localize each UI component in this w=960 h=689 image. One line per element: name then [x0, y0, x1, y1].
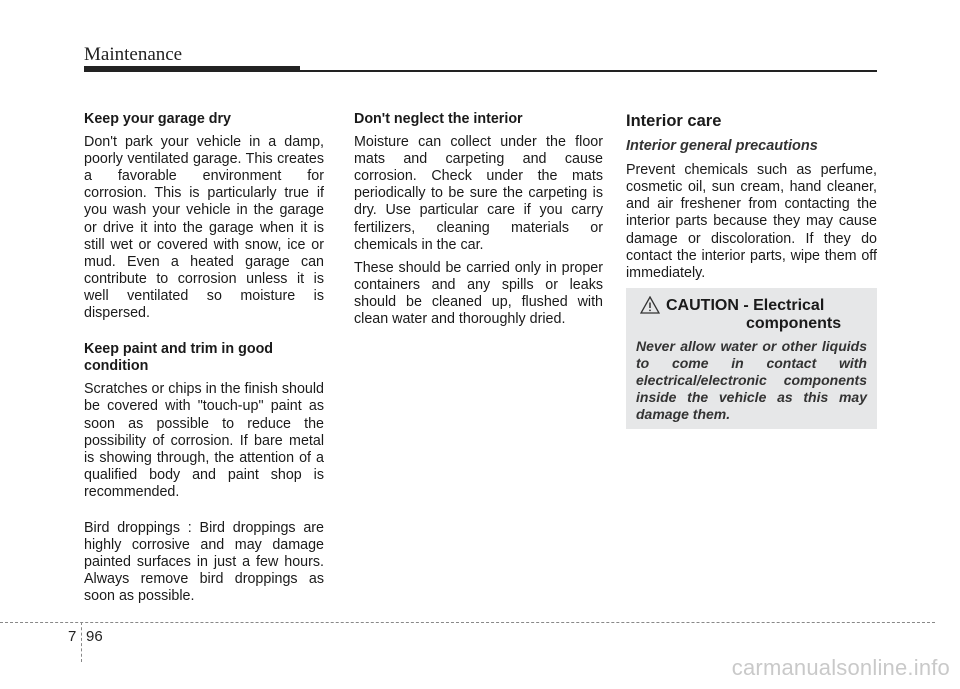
paragraph-chemicals: Prevent chemicals such as perfume, cosmetic oil, sun cream, hand cleaner, and air freshener from contacting the interior parts because they may cause damage or discoloration. If they do contact the interior parts, wipe them off immediately. — [626, 162, 877, 281]
subsection-title-precautions: Interior general precautions — [626, 138, 818, 155]
subheading-garage: Keep your garage dry — [84, 111, 231, 127]
paragraph-containers: These should be carried only in proper containers and any spills or leaks should be cleaned up, flushed with clean water and thoroughly dried. — [354, 259, 603, 328]
caution-box — [626, 288, 877, 429]
footer-rule — [0, 622, 935, 623]
paragraph-garage: Don't park your vehicle in a damp, poorly ventilated garage. This creates a favorable environment for corrosion. This is particularly true if you wash your vehicle in the garage or drive it into the garage when it is still wet or covered with snow, ice or mud. Even a heated garage can contribute to corrosion unless it is well ventilated so moisture is dispersed. — [84, 134, 324, 322]
warning-triangle-icon — [640, 296, 660, 314]
subheading-interior: Don't neglect the interior — [354, 111, 523, 127]
footer-page-number: 96 — [86, 628, 103, 645]
paragraph-paint: Scratches or chips in the finish should be covered with "touch-up" paint as soon as possible to reduce the possibility of corrosion. If bare metal is showing through, the attention of a qualified body and paint shop is recommended. — [84, 381, 324, 500]
header-rule-thick — [84, 66, 300, 72]
header-rule-thin — [300, 70, 877, 72]
caution-title — [666, 297, 866, 333]
subheading-paint: Keep paint and trim in good condition — [84, 341, 274, 375]
running-header-title: Maintenance — [84, 44, 183, 65]
paragraph-moisture: Moisture can collect under the floor mats and carpeting and cause corrosion. Check under the mats periodically to be sure the carpeting is dry. Use particular care if you carry fertilizers, cleaning materials or chemicals in the car. — [354, 134, 603, 253]
caution-text: Never allow water or other liquids to come in contact with electrical/electronic components inside the vehicle as this may damage them. — [636, 338, 867, 422]
caution-title-line1: CAUTION - Electrical — [666, 297, 825, 314]
caution-title-line2: components — [746, 315, 842, 332]
watermark: carmanualsonline.info — [731, 655, 950, 680]
footer-chapter-number: 7 — [68, 628, 77, 645]
section-title-interior-care: Interior care — [626, 112, 722, 130]
column-middle — [354, 111, 603, 334]
column-right — [626, 111, 877, 288]
paragraph-bird-droppings: Bird droppings : Bird droppings are highly corrosive and may damage painted surfaces in just a few hours. Always remove bird droppings as soon as possible. — [84, 519, 324, 605]
column-left — [84, 111, 324, 611]
footer-divider — [81, 622, 82, 662]
